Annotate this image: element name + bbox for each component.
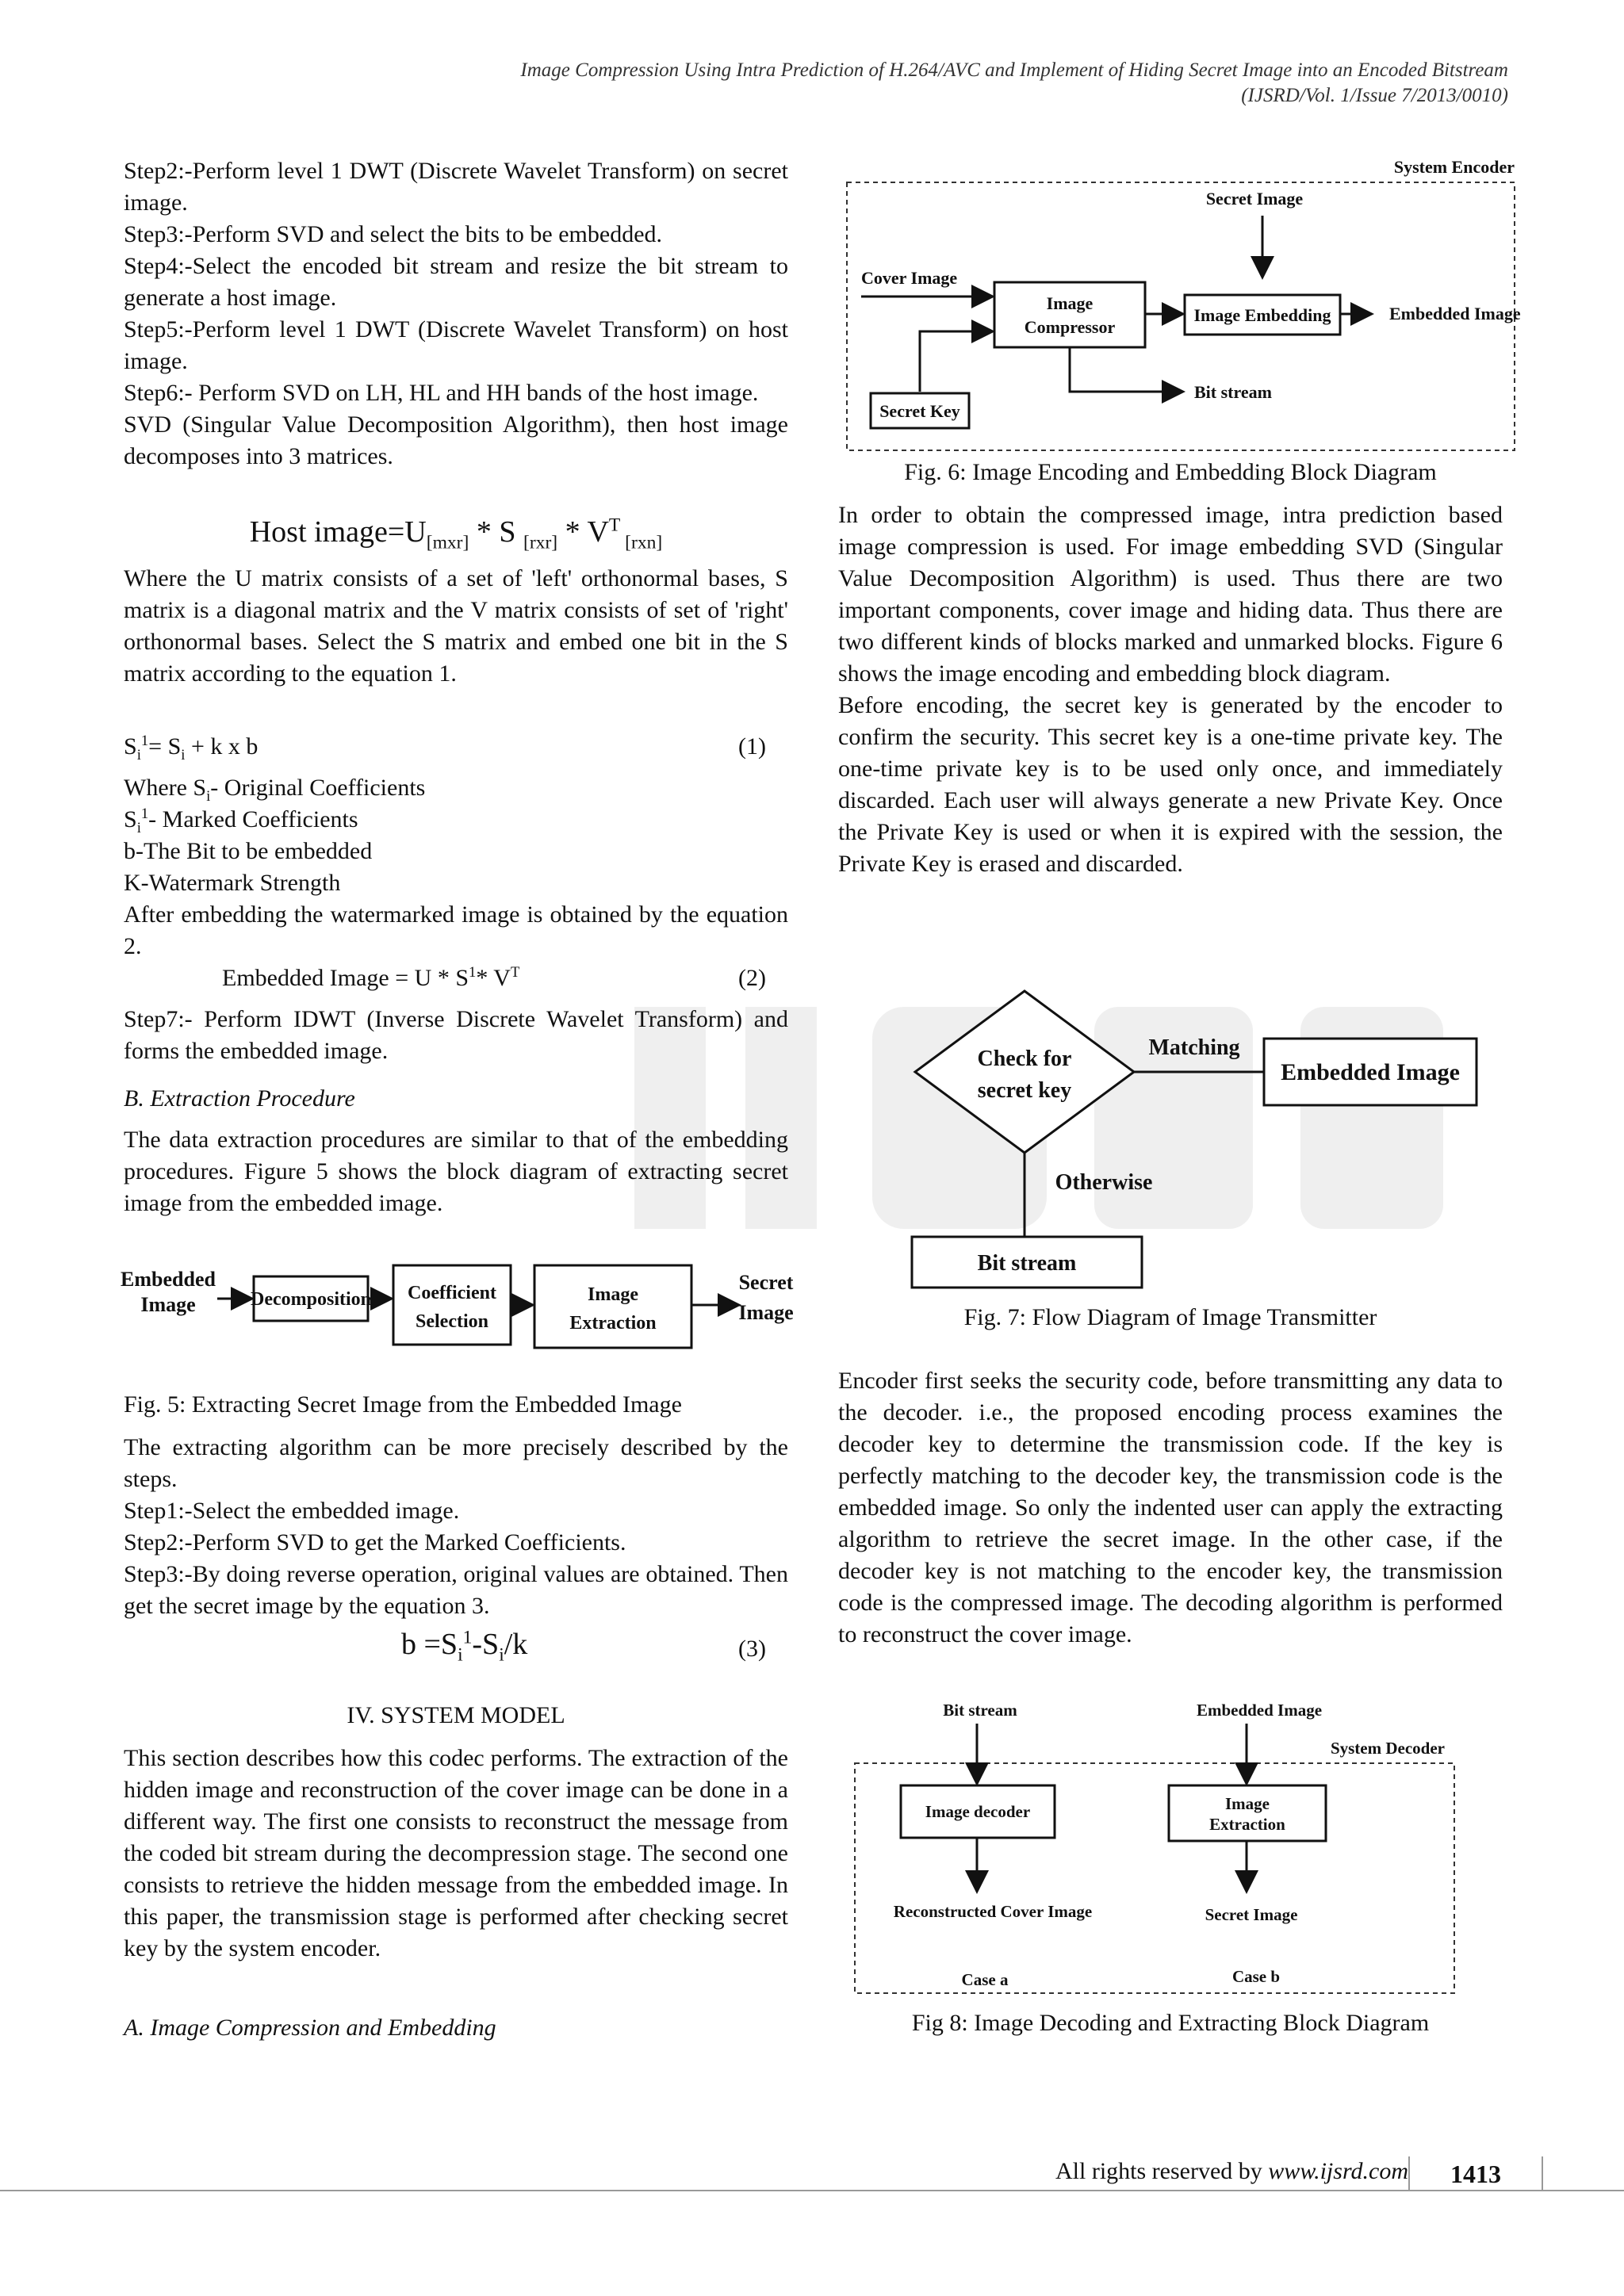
fig6-cover-image-label: Cover Image: [861, 268, 958, 288]
host-image-equation: Host $image=U_{[mxr]} * S$ $_{[rxr]} * V^T$ $_{[rxn]}$: [249, 515, 663, 553]
fig7-matching-label: Matching: [1148, 1035, 1240, 1060]
fig6-system-encoder-label: System Encoder: [1393, 157, 1515, 177]
svg-text:Extraction: Extraction: [569, 1313, 657, 1334]
svg-text:Image: Image: [588, 1284, 638, 1305]
fig8-caption: Fig 8: Image Decoding and Extracting Block Diagram: [911, 2010, 1430, 2036]
fig6-caption: Fig. 6: Image Encoding and Embedding Block Diagram: [904, 459, 1437, 485]
footer-divider: [0, 2190, 1624, 2191]
fig5-diagram: [121, 1259, 798, 1362]
fig5-caption: Fig. 5: Extracting Secret Image from the Embedded Image: [124, 1391, 682, 1418]
svg-text:Image: Image: [1225, 1794, 1270, 1813]
fig6-arrow: [1070, 347, 1183, 392]
matrix-description: Where the U matrix consists of a set of 'left' orthonormal bases, S matrix is a diagonal matrix and the V matrix consists of set of 'right' orthonormal bases. Select the S matrix and embed one bit in the S matrix according to the equation 1.: [124, 565, 788, 687]
section-iv-heading: IV. SYSTEM MODEL: [347, 1702, 565, 1728]
fig5-secret-image-label: Secret: [738, 1271, 794, 1294]
step6-text: Step6:- Perform SVD on LH, HL and HH bands of the host image.: [124, 380, 759, 406]
fig6-embedded-image-label: Embedded Image: [1389, 304, 1521, 323]
svg-text:secret key: secret key: [977, 1078, 1072, 1103]
left-column: [124, 155, 788, 473]
svg-text:Decomposition: Decomposition: [251, 1289, 371, 1310]
step2-text: Step2:-Perform level 1 DWT (Discrete Wavelet Transform) on secret image.: [124, 158, 788, 216]
svg-text:Coefficient: Coefficient: [408, 1283, 496, 1303]
page-number: 1413: [1408, 2156, 1543, 2191]
fig8-case-a-label: Case a: [961, 1970, 1009, 1989]
svg-text:Image: Image: [738, 1301, 794, 1324]
svg-text:Image Embedding: Image Embedding: [1193, 305, 1331, 325]
fig5-embedded-image-label: Embedded: [121, 1268, 216, 1291]
svd-text: SVD (Singular Value Decomposition Algorithm), then host image decomposes into 3 matrices.: [124, 411, 788, 469]
svg-text:Secret Key: Secret Key: [879, 401, 960, 421]
fig8-system-decoder-label: System Decoder: [1330, 1739, 1445, 1758]
fig6-image-compressor-box: [994, 282, 1145, 347]
svg-text:Image decoder: Image decoder: [925, 1802, 1031, 1821]
svg-text:Image: Image: [1046, 293, 1094, 313]
fig8-reconstructed-cover-label: Reconstructed Cover Image: [893, 1902, 1093, 1921]
footer-site-link[interactable]: www.ijsrd.com: [1268, 2158, 1408, 2184]
transmitter-text: Encoder first seeks the security code, before transmitting any data to the decoder. i.e., the proposed encoding process examines the decoder key to determine the transmission code. If the key is perfectly matching to the decoder key, the transmission code is the embedded image. So only the indented user can apply the extracting algorithm to retrieve the secret image. In the other case, if the decoder key is not matching to the encoder key, the transmission code is the compressed image. The decoding algorithm is performed to reconstruct the cover image.: [838, 1368, 1503, 1647]
step4-text: Step4:-Select the encoded bit stream and resize the bit stream to generate a host image.: [124, 253, 788, 311]
extracting-steps: The extracting algorithm can be more precisely described by the steps. Step1:-Select the embedded image. Step2:-Perform SVD to get the Marked Coefficients. Step3:-By doing reverse operation, original values are obtained. Then get the secret image by the equation 3.: [124, 1434, 788, 1619]
step7-text: Step7:- Perform IDWT (Inverse Discrete Wavelet Transform) and forms the embedded image.: [124, 1006, 788, 1064]
equation-number: (1): [738, 733, 766, 760]
fig6-secret-image-label: Secret Image: [1205, 189, 1304, 209]
compression-text: In order to obtain the compressed image, intra prediction based image compression is used. For image embedding SVD (Singular Value Decomposition Algorithm) is used. Thus there are two important components, cover image and hiding data. Thus there are two different kinds of blocks marked and unmarked blocks. Figure 6 shows the image encoding and embedding block diagram. Before encoding, the secret key is generated by the encoder to confirm the security. This secret key is a one-time private key. The one-time private key is to be used only once, and immediately discarded. Each user will always generate a new Private Key. Once the Private Key is used or when it is expired with the session, the Private Key is erased and discarded.: [838, 502, 1503, 877]
fig5-image-extraction-box: [534, 1265, 691, 1348]
running-header-title: Image Compression Using Intra Prediction of H.264/AVC and Implement of Hiding Secret Image into an Encoded Bitstream: [520, 59, 1508, 81]
extraction-text: The data extraction procedures are similar to that of the embedding procedures. Figure 5 shows the block diagram of extracting secret image from the embedded image.: [124, 1127, 788, 1216]
step3-text: Step3:-Perform SVD and select the bits to be embedded.: [124, 221, 663, 247]
svg-text:Check for: Check for: [977, 1047, 1072, 1071]
fig8-embedded-image-label: Embedded Image: [1196, 1701, 1323, 1720]
fig6-bit-stream-label: Bit stream: [1194, 382, 1272, 402]
fig8-secret-image-label: Secret Image: [1205, 1905, 1298, 1924]
fig6-diagram: [844, 155, 1526, 457]
svg-text:Compressor: Compressor: [1024, 317, 1116, 337]
equation-2: Embedded Image = U * $S^1*$ $V^T$ (2): [124, 962, 788, 994]
fig7-check-secret-key-diamond: [915, 991, 1134, 1153]
system-model-text: This section describes how this codec performs. The extraction of the hidden image and reconstruction of the cover image can be done in a different way. The first one consists to reconstruct the message from the coded bit stream during the decompression stage. The second one consists to retrieve the hidden message from the embedded image. In this paper, the transmission stage is performed after checking secret key by the system encoder.: [124, 1745, 788, 1961]
equation-number: (3): [738, 1636, 766, 1662]
fig6-arrow: [920, 331, 993, 392]
heading-compression-embedding: A. Image Compression and Embedding: [124, 2015, 496, 2041]
step5-text: Step5:-Perform level 1 DWT (Discrete Wavelet Transform) on host image.: [124, 316, 788, 374]
svg-text:Bit stream: Bit stream: [977, 1251, 1077, 1276]
equation-1: $S_i^1= S_i + k$ x b (1): [124, 733, 766, 763]
running-header-citation: (IJSRD/Vol. 1/Issue 7/2013/0010): [1241, 85, 1508, 106]
equation-3: $b =S_i^1-S_i/k$ (3): [401, 1627, 766, 1666]
fig7-diagram: [904, 986, 1491, 1295]
svg-text:Extraction: Extraction: [1209, 1815, 1285, 1834]
fig8-diagram: [848, 1697, 1499, 1998]
footer-rights: All rights reserved by www.ijsrd.com: [1055, 2158, 1408, 2184]
fig7-caption: Fig. 7: Flow Diagram of Image Transmitter: [963, 1304, 1377, 1330]
svg-text:Embedded Image: Embedded Image: [1281, 1059, 1460, 1085]
fig5-coefficient-selection-box: [393, 1265, 511, 1345]
svg-text:Selection: Selection: [416, 1311, 488, 1332]
equation-number: (2): [738, 965, 766, 991]
fig8-bit-stream-label: Bit stream: [943, 1701, 1017, 1720]
heading-extraction-procedure: B. Extraction Procedure: [124, 1085, 355, 1112]
where-list: Where $S_i-$ Original Coefficients $S_i^1-$ Marked Coefficients b-The Bit to be embedded K-Watermark Strength After embedding the watermarked image is obtained by the equation 2.: [124, 775, 788, 959]
svg-text:Image: Image: [140, 1293, 196, 1316]
fig8-case-b-label: Case b: [1231, 1967, 1281, 1986]
fig7-otherwise-label: Otherwise: [1055, 1170, 1153, 1195]
